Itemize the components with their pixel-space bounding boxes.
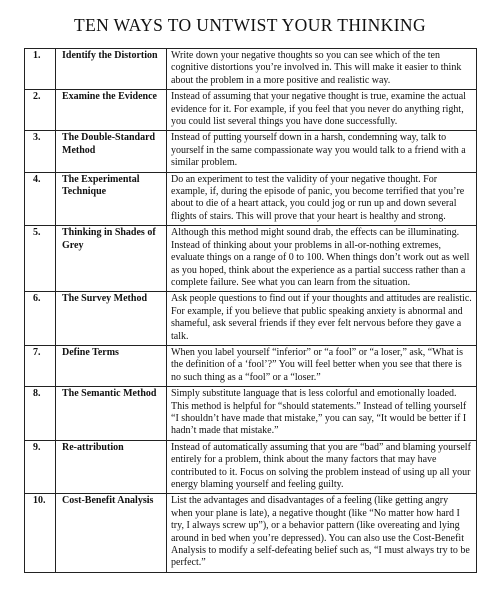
technique-description: Instead of putting yourself down in a harsh, condemning way, talk to yourself in the same compassionate way you would talk to a friend with a similar problem. xyxy=(167,131,477,172)
table-row xyxy=(25,172,477,226)
row-number: 4. xyxy=(25,172,56,226)
technique-description: Simply substitute language that is less colorful and emotionally loaded. This method is helpful for “should statements.” Instead of telling yourself “I shouldn’t have made that mistake,” you can say, “It would be better if I hadn’t made that mistake.” xyxy=(167,387,477,441)
table-row xyxy=(25,49,477,90)
row-number: 6. xyxy=(25,292,56,346)
technique-description: Instead of automatically assuming that you are “bad” and blaming yourself entirely for a problem, think about the many factors that may have contributed to it. Focus on solving the problem instead of using up all your energy blaming yourself and feeling guilty. xyxy=(167,440,477,494)
table-row xyxy=(25,226,477,292)
techniques-table xyxy=(24,48,477,573)
technique-description: List the advantages and disadvantages of a feeling (like getting angry when your plane is late), a negative thought (like “No matter how hard I try, I always screw up”), or a behavior pattern (like overeating and lying around in bed when you’re depressed). You can also use the Cost-Benefit Analysis to modify a self-defeating belief such as, “I must always try to be perfect.” xyxy=(167,494,477,572)
technique-name: Define Terms xyxy=(56,345,167,386)
page-title: TEN WAYS TO UNTWIST YOUR THINKING xyxy=(73,15,427,35)
table-row xyxy=(25,292,477,346)
table-row xyxy=(25,440,477,494)
technique-name: The Survey Method xyxy=(56,292,167,346)
row-number: 10. xyxy=(25,494,56,572)
row-number: 9. xyxy=(25,440,56,494)
technique-name: The Semantic Method xyxy=(56,387,167,441)
row-number: 8. xyxy=(25,387,56,441)
table-row xyxy=(25,345,477,386)
techniques-table-body xyxy=(25,49,477,573)
technique-name: Thinking in Shades of Grey xyxy=(56,226,167,292)
technique-name: Examine the Evidence xyxy=(56,90,167,131)
technique-description: Do an experiment to test the validity of your negative thought. For example, if, during the episode of panic, you become terrified that you’re about to die of a heart attack, you could jog or run up and down several flights of stairs. This will prove that your heart is healthy and strong. xyxy=(167,172,477,226)
row-number: 1. xyxy=(25,49,56,90)
table-row xyxy=(25,387,477,441)
technique-description: When you label yourself “inferior” or “a fool” or “a loser,” ask, “What is the definition of a ‘fool’?” You will feel better when you see that there is no such thing as a “fool” or a “loser.” xyxy=(167,345,477,386)
technique-description: Although this method might sound drab, the effects can be illuminating. Instead of thinking about your problems in all-or-nothing extremes, evaluate things on a range of 0 to 100. When things don’t work out as well as you hoped, think about the experience as a partial success rather than a complete failure. See what you can learn from the situation. xyxy=(167,226,477,292)
row-number: 3. xyxy=(25,131,56,172)
technique-name: The Experimental Technique xyxy=(56,172,167,226)
row-number: 7. xyxy=(25,345,56,386)
row-number: 2. xyxy=(25,90,56,131)
row-number: 5. xyxy=(25,226,56,292)
technique-description: Write down your negative thoughts so you can see which of the ten cognitive distortions you’re involved in. This will make it easier to think about the problem in a more positive and realistic way. xyxy=(167,49,477,90)
table-row xyxy=(25,494,477,572)
technique-description: Instead of assuming that your negative thought is true, examine the actual evidence for it. For example, if you feel that you never do anything right, you could list several things you have done successfully. xyxy=(167,90,477,131)
technique-name: Re-attribution xyxy=(56,440,167,494)
technique-name: The Double-Standard Method xyxy=(56,131,167,172)
technique-name: Identify the Distortion xyxy=(56,49,167,90)
technique-description: Ask people questions to find out if your thoughts and attitudes are realistic. For example, if you believe that public speaking anxiety is abnormal and shameful, ask several friends if they ever felt nervous before they gave a talk. xyxy=(167,292,477,346)
table-row xyxy=(25,90,477,131)
technique-name: Cost-Benefit Analysis xyxy=(56,494,167,572)
table-row xyxy=(25,131,477,172)
